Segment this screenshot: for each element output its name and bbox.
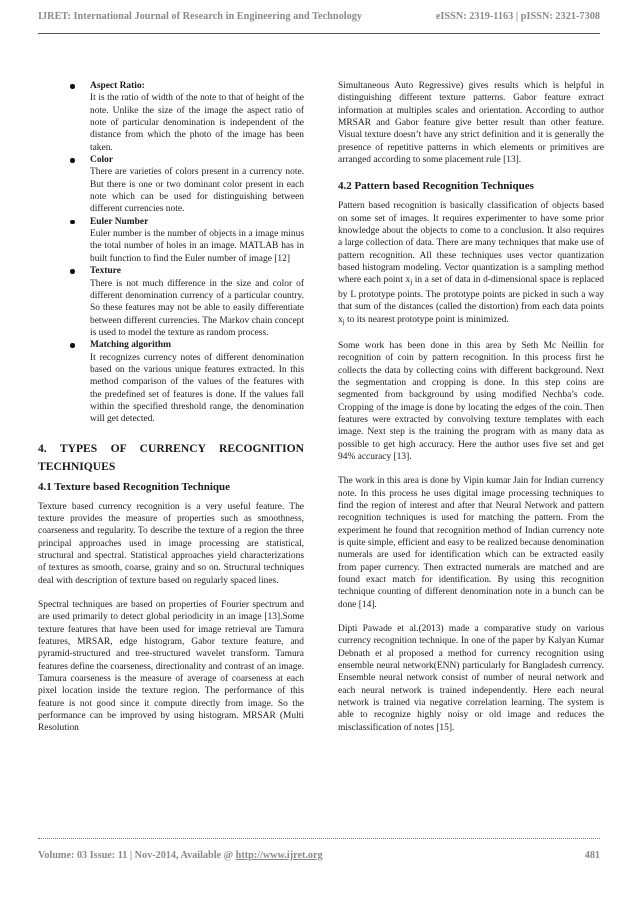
journal-link[interactable]: http://www.ijret.org — [235, 850, 323, 861]
list-item — [90, 339, 304, 425]
paragraph: Texture based currency recognition is a very useful feature. The texture provides the measure of properties such as smoothness, coarseness and regularity. To describe the texture of a region the three principal approaches used in image processing are statistical, structural and spectral. Statistical approaches yield characterizations of textures as smooth, coarse, grainy and so on. Structural techniques deal with description of texture based on regularly spaced lines. — [38, 501, 304, 586]
left-column — [38, 80, 304, 735]
list-item — [90, 80, 304, 154]
paragraph: Simultaneous Auto Regressive) gives results which is helpful in distinguishing different texture patterns. Gabor feature extract information at multiples scales and orientation. According to author MRSAR and Gabor feature give better result than other feature. Visual texture doesn’t have any strict definition and it is generally the presence of repetitive patterns in which elements or primitives are arranged according to some placement rule [13]. — [338, 81, 604, 166]
bullet-text: There are varieties of colors present in a currency note. But there is one or two dominant color present in each note which can be used for distinguishing between different currencies note. — [90, 167, 304, 215]
bullet-title: Matching algorithm — [90, 340, 171, 351]
paragraph: Spectral techniques are based on properties of Fourier spectrum and are used primarily to detect global periodicity in an image [13].Some texture features that have been used for image retrieval are Tamura features, MRSAR, edge histogram, Gabor texture feature, and pyramid-structured and tree-structured wavelet transform. Tamura features define the coarseness, directionality and contrast of an image. Tamura coarseness is the measure of average of coarseness at each pixel location inside the texture region. The performance of this feature is not good since it compute directly from image. So the performance can be improved by using histogram. MRSAR (Multi Resolution — [38, 600, 304, 734]
journal-title: IJRET: International Journal of Research in Engineering and Technology — [38, 11, 363, 22]
right-column — [338, 80, 604, 734]
bullet-title: Color — [90, 155, 114, 166]
subscript: j — [410, 278, 413, 287]
paragraph: Some work has been done in this area by Seth Mc Neillin for recognition of coin by pattern recognition. In this process first he collects the data by collecting coins with different background. Next the segmentation and cropping is done. In this step coins are segmented from background by using modified Nechba’s code. Cropping of the image is done by locating the edges of the coin. Then features were extracted by convolving texture templates with each image. Next step is the training the program with as many data as possible to get high accuracy. Here the author uses five set and get 94% accuracy [13]. — [338, 340, 604, 462]
bullet-title: Texture — [90, 266, 121, 277]
list-item — [90, 216, 304, 265]
subsection-4-2-heading: 4.2 Pattern based Recognition Techniques — [338, 180, 534, 193]
paragraph: The work in this area is done by Vipin kumar Jain for Indian currency note. In this process he uses digital image processing techniques to find the region of interest and after that Neural Network and pattern recognition techniques is used for matching the pattern. From the experiment he found that recognition method of Indian currency note is quite simple, efficient and easy to be realized because denomination numerals are used for identification which can be extracted easily from paper currency. Then extracted numerals are matched and are found exact match for identification. By using this recognition technique counting of different denomination note in a bunch can be done [14]. — [338, 476, 604, 610]
footer-rule — [38, 838, 600, 839]
paragraph — [338, 200, 604, 327]
bullet-title: Aspect Ratio: — [90, 81, 145, 91]
feature-list — [38, 80, 304, 426]
bullet-text: Euler number is the number of objects in a image minus the total number of holes in an image. MATLAB has in built function to find the Euler number of image [12] — [90, 229, 304, 264]
issn-text: eISSN: 2319-1163 | pISSN: 2321-7308 — [435, 11, 600, 22]
subscript: j — [342, 317, 345, 326]
text-run: to its nearest prototype point is minimized. — [344, 314, 509, 325]
running-footer — [38, 850, 600, 861]
subsection-4-1-heading: 4.1 Texture based Recognition Technique — [38, 480, 231, 493]
text-run: Pattern based recognition is basically classification of objects based on some set of images. It requires experimenter to have some prior knowledge about the objects to come to a conclusion. It also requires a large collection of data. There are many techniques that make use of pattern recognition. All these techniques uses vector quantization based histogram modeling. Vector quantization is a sampling method where each point x — [338, 201, 604, 286]
bullet-title: Euler Number — [90, 216, 149, 227]
bullet-text: It is the ratio of width of the note to that of height of the note. Unlike the size of the image the aspect ratio of note of particular denomination is independent of the distance from which the photo of the image has been taken. — [90, 93, 304, 153]
section-4-heading: 4. TYPES OF CURRENCY RECOGNITION — [38, 441, 304, 455]
header-rule — [38, 33, 600, 34]
page-number: 481 — [584, 850, 600, 861]
bullet-text: It recognizes currency notes of different denomination based on the various unique features extracted. In this method comparison of the values of the features with the predefined set of features is done. If the values fall within the specified threshold range, the denomination will get detected. — [90, 352, 304, 425]
volume-text: Volume: 03 Issue: 11 | Nov-2014, Available @ — [38, 850, 236, 861]
section-4-heading-cont: TECHNIQUES — [38, 460, 116, 474]
text-run: in a set of data in d-dimensional space is replaced by L prototype points. The prototype points are picked in such a way that sum of the distances (called the distortion) from each data points x — [338, 275, 604, 325]
bullet-text: There is not much difference in the size and color of different denomination currency of a particular country. So these features may not be able to easily differentiate between different currencies. The Markov chain concept is used to model the texture as random process. — [90, 278, 304, 338]
list-item — [90, 265, 304, 339]
running-header — [38, 11, 600, 22]
paragraph: Dipti Pawade et al.(2013) made a comparative study on various currency recognition technique. In one of the paper by Kalyan Kumar Debnath et al proposed a method for currency recognition using ensemble neural network(ENN) particularly for Bangladesh currency. Ensemble neural network consist of number of neural network and each neural network is trained independently. Here each neural network is trained via negative correlation learning. The system is able to recognize highly noisy or old image and reduces the misclassification of notes [15]. — [338, 624, 604, 733]
list-item — [90, 154, 304, 216]
footer-volume — [38, 850, 323, 861]
